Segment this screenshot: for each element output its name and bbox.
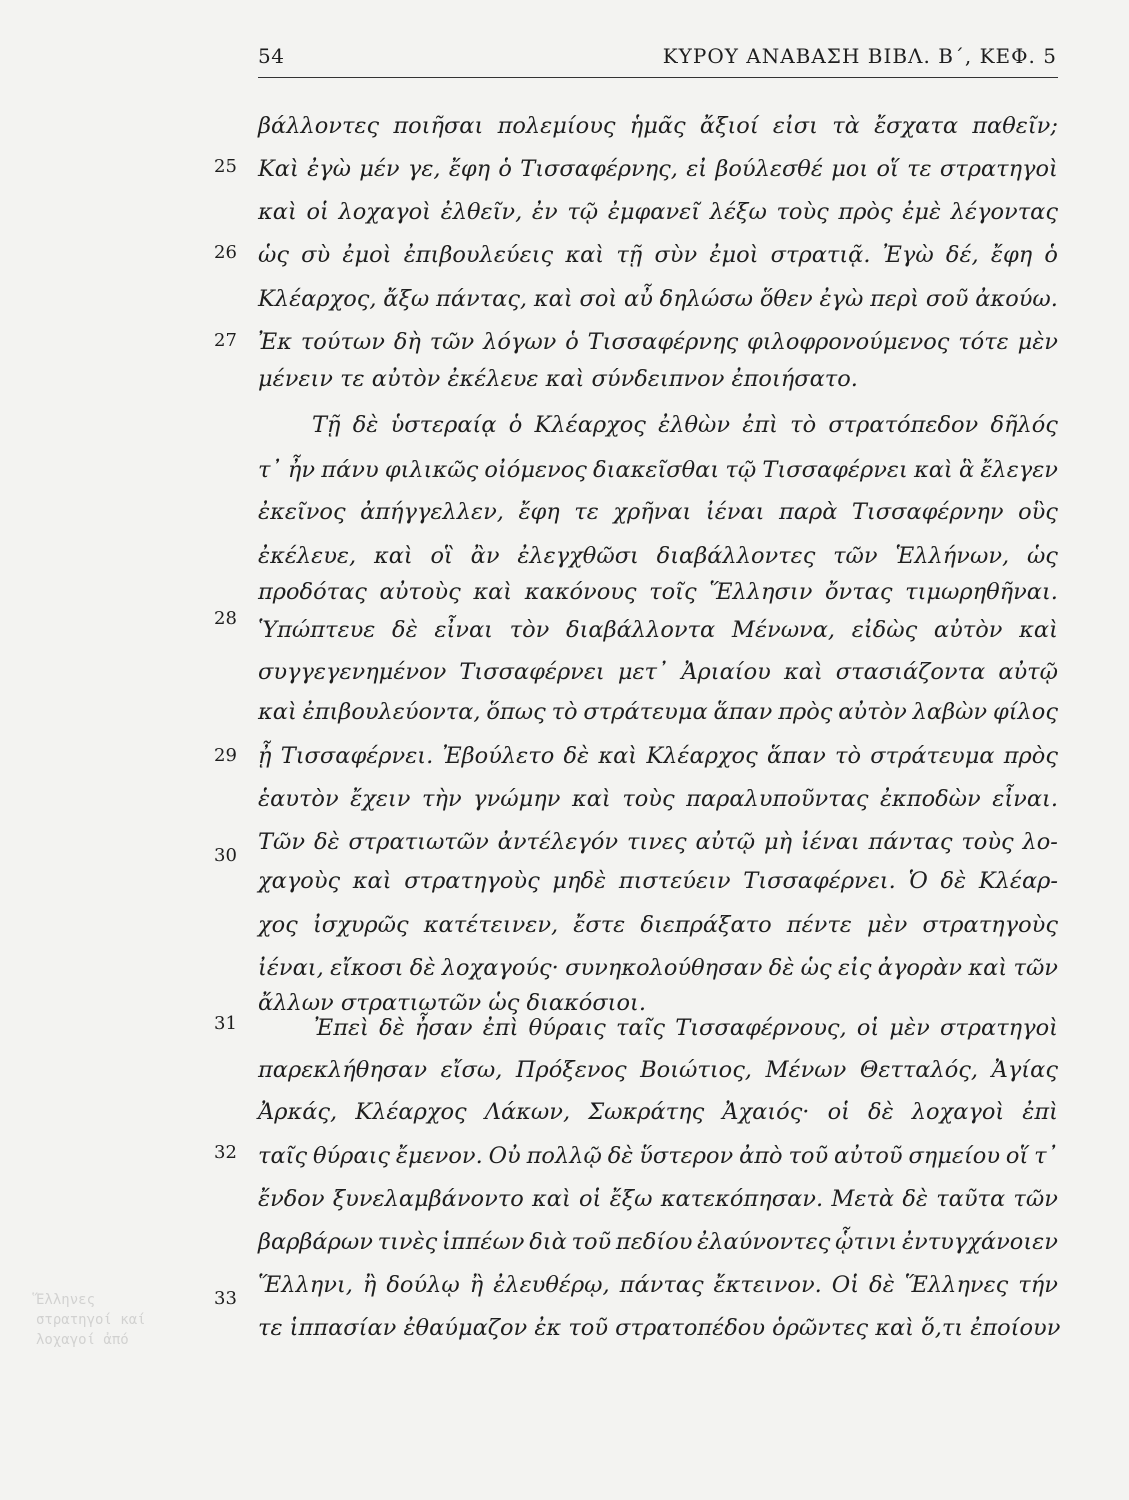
text-line: τε ἱππασίαν ἐθαύμαζον ἐκ τοῦ στρατοπέδου ὁρῶντες καὶ ὅ,τι ἐποίουν (258, 1315, 1061, 1341)
text-line: Ἕλληνι, ἢ δούλῳ ἢ ἐλευθέρῳ, πάντας ἔκτεινον. Οἱ δὲ Ἕλληνες τήν (258, 1272, 1058, 1298)
text-line: ταῖς θύραις ἔμενον. Οὐ πολλῷ δὲ ὕστερον ἀπὸ τοῦ αὐτοῦ σημείου οἵ τ᾽ (258, 1143, 1058, 1169)
text-line: Καὶ ἐγὼ μέν γε, ἔφη ὁ Τισσαφέρνης, εἰ βούλεσθέ μοι οἵ τε στρατηγοὶ (258, 156, 1058, 182)
text-line: Τῶν δὲ στρατιωτῶν ἀντέλεγόν τινες αὐτῷ μὴ ἰέναι πάντας τοὺς λο- (258, 829, 1058, 855)
text-line: χος ἰσχυρῶς κατέτεινεν, ἔστε διεπράξατο πέντε μὲν στρατηγοὺς (258, 912, 1058, 938)
section-number: 31 (214, 1013, 237, 1034)
section-number: 33 (214, 1288, 237, 1309)
text-line: Ἐπεὶ δὲ ἦσαν ἐπὶ θύραις ταῖς Τισσαφέρνους, οἱ μὲν στρατηγοὶ (314, 1015, 1058, 1041)
text-line: ᾖ Τισσαφέρνει. Ἐβούλετο δὲ καὶ Κλέαρχος ἅπαν τὸ στράτευμα πρὸς (258, 743, 1058, 769)
running-title: ΚΥΡΟΥ ΑΝΑΒΑΣΗ ΒΙΒΛ. Β΄, ΚΕΦ. 5 (662, 44, 1057, 68)
text-line: Ἐκ τούτων δὴ τῶν λόγων ὁ Τισσαφέρνης φιλοφρονούμενος τότε μὲν (258, 329, 1058, 355)
text-line: βάλλοντες ποιῆσαι πολεμίους ἡμᾶς ἄξιοί εἰσι τὰ ἔσχατα παθεῖν; (258, 113, 1058, 139)
section-number: 30 (214, 845, 237, 866)
text-line: προδότας αὐτοὺς καὶ κακόνους τοῖς Ἕλλησιν ὄντας τιμωρηθῆναι. (258, 579, 1058, 605)
section-number: 28 (214, 608, 237, 629)
text-line: Ἀρκάς, Κλέαρχος Λάκων, Σωκράτης Ἀχαιός· οἱ δὲ λοχαγοὶ ἐπὶ (258, 1099, 1058, 1125)
text-line: καὶ οἱ λοχαγοὶ ἐλθεῖν, ἐν τῷ ἐμφανεῖ λέξω τοὺς πρὸς ἐμὲ λέγοντας (258, 199, 1058, 225)
section-number: 29 (214, 745, 237, 766)
section-number: 26 (214, 242, 237, 263)
text-line: χαγοὺς καὶ στρατηγοὺς μηδὲ πιστεύειν Τισσαφέρνει. Ὁ δὲ Κλέαρ- (258, 868, 1058, 894)
section-number: 27 (214, 330, 237, 351)
margin-note-line: Ἕλληνες (36, 1292, 96, 1308)
margin-note-line: στρατηγοί καί (36, 1312, 146, 1328)
section-number: 32 (214, 1142, 237, 1163)
text-line: ἄλλων στρατιωτῶν ὡς διακόσιοι. (258, 990, 647, 1016)
text-line: τ᾽ ἦν πάνυ φιλικῶς οἰόμενος διακεῖσθαι τῷ Τισσαφέρνει καὶ ἃ ἔλεγεν (258, 457, 1058, 483)
text-line: ἰέναι, εἴκοσι δὲ λοχαγούς· συνηκολούθησαν δὲ ὡς εἰς ἀγορὰν καὶ τῶν (258, 955, 1058, 981)
margin-note (36, 1290, 146, 1350)
text-line: Ὑπώπτευε δὲ εἶναι τὸν διαβάλλοντα Μένωνα, εἰδὼς αὐτὸν καὶ (258, 617, 1058, 643)
text-line: Τῇ δὲ ὑστεραίᾳ ὁ Κλέαρχος ἐλθὼν ἐπὶ τὸ στρατόπεδον δῆλός (312, 412, 1058, 438)
text-line: καὶ ἐπιβουλεύοντα, ὅπως τὸ στράτευμα ἅπαν πρὸς αὐτὸν λαβὼν φίλος (258, 699, 1058, 725)
text-line: συγγεγενημένον Τισσαφέρνει μετ᾽ Ἀριαίου καὶ στασιάζοντα αὐτῷ (258, 659, 1058, 685)
text-line: ἑαυτὸν ἔχειν τὴν γνώμην καὶ τοὺς παραλυποῦντας ἐκποδὼν εἶναι. (258, 786, 1058, 812)
margin-note-line: λοχαγοί ἀπό (36, 1332, 129, 1348)
header-rule (258, 77, 1058, 78)
page-number: 54 (258, 44, 285, 68)
text-line: μένειν τε αὐτὸν ἐκέλευε καὶ σύνδειπνον ἐποιήσατο. (258, 366, 858, 392)
text-line: ἐκεῖνος ἀπήγγελλεν, ἔφη τε χρῆναι ἰέναι παρὰ Τισσαφέρνην οὓς (258, 499, 1058, 525)
section-number: 25 (214, 156, 237, 177)
text-line: παρεκλήθησαν εἴσω, Πρόξενος Βοιώτιος, Μένων Θετταλός, Ἀγίας (258, 1057, 1058, 1083)
text-line: Κλέαρχος, ἄξω πάντας, καὶ σοὶ αὖ δηλώσω ὅθεν ἐγὼ περὶ σοῦ ἀκούω. (258, 286, 1058, 312)
text-line: ἐκέλευε, καὶ οἳ ἂν ἐλεγχθῶσι διαβάλλοντες τῶν Ἑλλήνων, ὡς (258, 543, 1058, 569)
text-line: ὡς σὺ ἐμοὶ ἐπιβουλεύεις καὶ τῇ σὺν ἐμοὶ στρατιᾷ. Ἐγὼ δέ, ἔφη ὁ (258, 242, 1058, 268)
text-line: βαρβάρων τινὲς ἱππέων διὰ τοῦ πεδίου ἐλαύνοντες ᾧτινι ἐντυγχάνοιεν (258, 1229, 1058, 1255)
text-line: ἔνδον ξυνελαμβάνοντο καὶ οἱ ἔξω κατεκόπησαν. Μετὰ δὲ ταῦτα τῶν (258, 1186, 1058, 1212)
